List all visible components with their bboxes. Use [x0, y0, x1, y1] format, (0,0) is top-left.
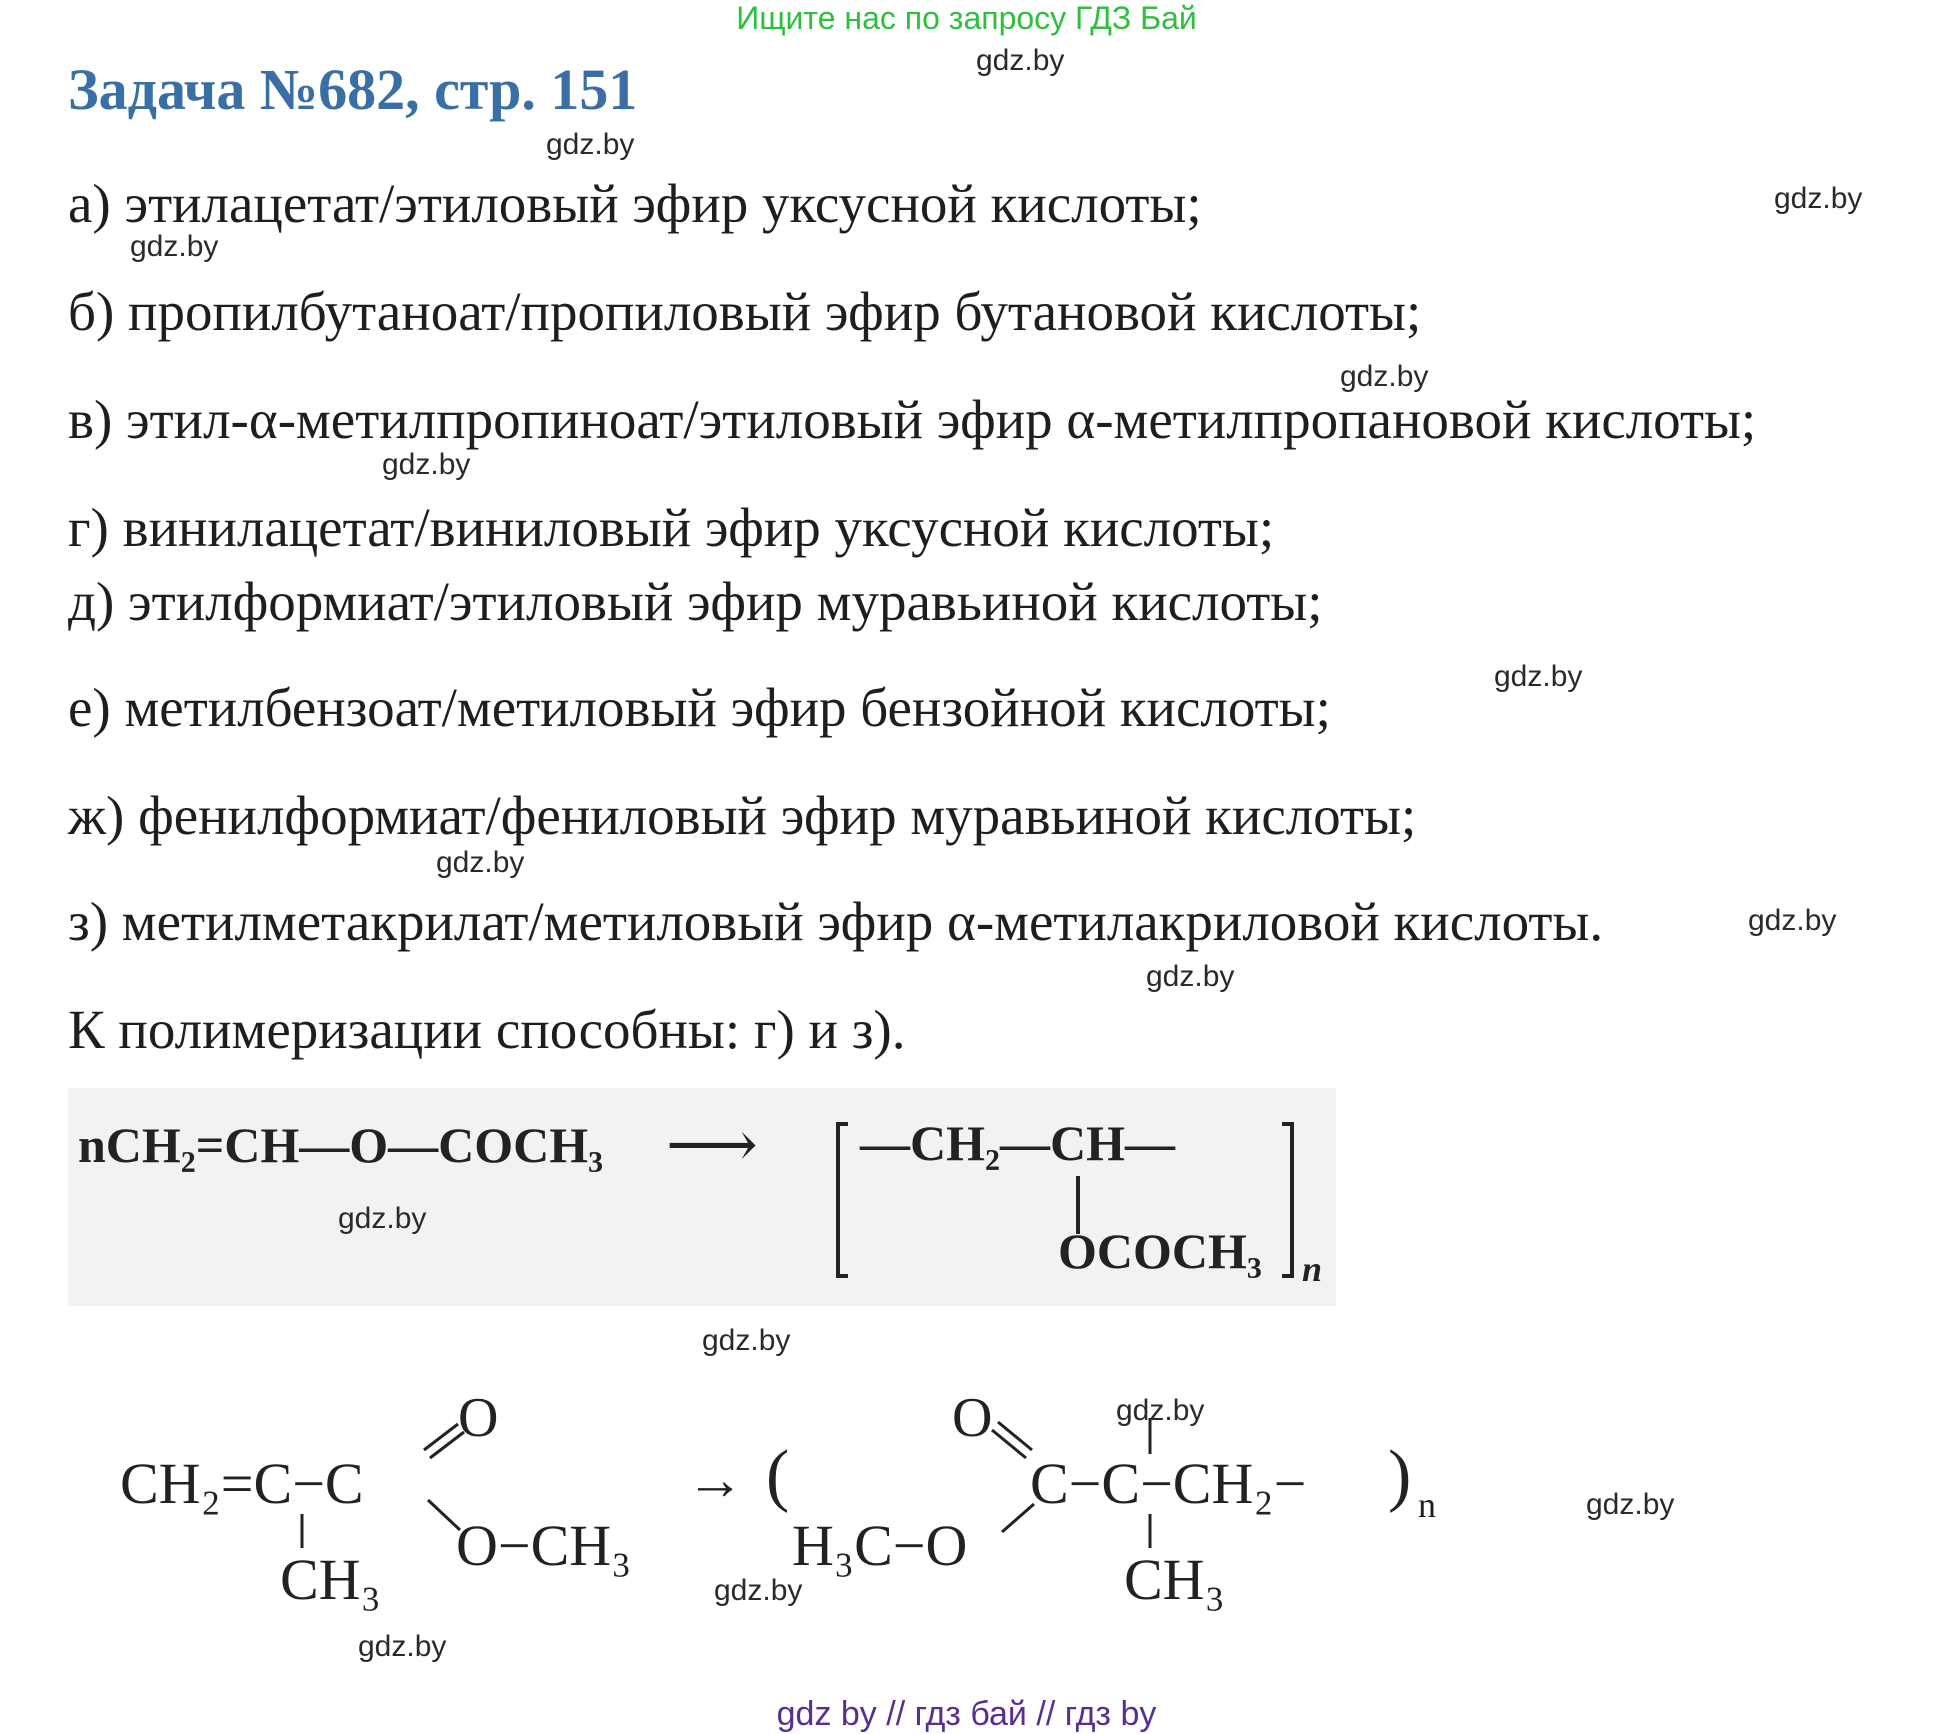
bond-p-o-double-2 — [992, 1430, 1026, 1458]
answer-line-a: а) этилацетат/этиловый эфир уксусной кислоты; — [68, 173, 1202, 234]
reaction2-reactant-o: O — [458, 1387, 499, 1449]
answer-line-g: г) винилацетат/виниловый эфир уксусной кислоты; — [68, 497, 1275, 558]
bond-p-o-double-1 — [998, 1422, 1032, 1450]
reaction2-arrow: → — [686, 1447, 744, 1512]
reaction2-reactant-main: CH₂=C−C — [120, 1451, 364, 1516]
watermark: gdz.by — [1494, 660, 1583, 693]
reaction2-reactant-ester: O−CH₃ — [456, 1513, 632, 1578]
reaction1-product-chain: —CH₂—CH— — [860, 1115, 1175, 1171]
watermark: gdz.by — [1146, 960, 1235, 993]
reaction2-open-paren: ( — [766, 1437, 790, 1514]
conclusion-line: К полимеризации способны: г) и з). — [68, 999, 906, 1060]
bond-p-c-o-single — [1002, 1504, 1034, 1532]
watermark: gdz.by — [130, 230, 219, 263]
search-banner: Ищите нас по запросу ГДЗ Бай — [736, 0, 1197, 36]
watermark: gdz.by — [1586, 1488, 1675, 1521]
watermark: gdz.by — [382, 448, 471, 481]
answer-line-z: з) метилметакрилат/метиловый эфир α-метилакриловой кислоты. — [68, 891, 1604, 952]
bond-c-o-double-2 — [430, 1432, 464, 1458]
reaction1-arrow: ⟶ — [666, 1109, 758, 1180]
reaction2-n: n — [1418, 1485, 1436, 1525]
bracket-right — [1282, 1124, 1292, 1276]
watermark: gdz.by — [1340, 360, 1429, 393]
watermark: gdz.by — [1116, 1394, 1205, 1427]
watermark: gdz.by — [358, 1630, 447, 1663]
watermark: gdz.by — [546, 128, 635, 161]
watermark: gdz.by — [436, 846, 525, 879]
watermark: gdz.by — [1774, 182, 1863, 215]
footer-links: gdz by // гдз бай // гдз by — [776, 1695, 1157, 1733]
watermark: gdz.by — [1748, 904, 1837, 937]
answer-line-b: б) пропилбутаноат/пропиловый эфир бутановой кислоты; — [68, 281, 1422, 342]
reaction2-product-o: O — [952, 1387, 993, 1449]
page-title: Задача №682, стр. 151 — [68, 57, 638, 122]
bracket-left — [838, 1124, 848, 1276]
reaction2-product-chain: C−C−CH₂− — [1030, 1451, 1307, 1516]
bond-c-o-single — [428, 1500, 460, 1530]
reaction2-product-ch3: CH₃ — [1124, 1547, 1225, 1612]
answer-line-zh: ж) фенилформиат/фениловый эфир муравьиной кислоты; — [68, 785, 1417, 846]
reaction2-product-ester: H₃C−O — [792, 1513, 968, 1578]
reaction1-product-group: OCOCH₃ — [1058, 1223, 1262, 1279]
reaction2-reactant-ch3: CH₃ — [280, 1547, 381, 1612]
reaction2-close-paren: ) — [1388, 1437, 1412, 1514]
watermark: gdz.by — [338, 1202, 427, 1235]
answer-line-e: е) метилбензоат/метиловый эфир бензойной кислоты; — [68, 677, 1331, 738]
watermark: gdz.by — [714, 1574, 803, 1607]
reaction1-n: n — [1302, 1249, 1323, 1289]
reaction1-reactant: nCH₂=CH—O—COCH₃ — [78, 1117, 604, 1173]
watermark: gdz.by — [976, 44, 1065, 77]
answer-line-v: в) этил-α-метилпропиноат/этиловый эфир α-метилпропановой кислоты; — [68, 389, 1757, 450]
answer-line-d: д) этилформиат/этиловый эфир муравьиной кислоты; — [68, 571, 1323, 632]
bond-c-o-double-1 — [424, 1424, 458, 1450]
watermark: gdz.by — [702, 1324, 791, 1357]
